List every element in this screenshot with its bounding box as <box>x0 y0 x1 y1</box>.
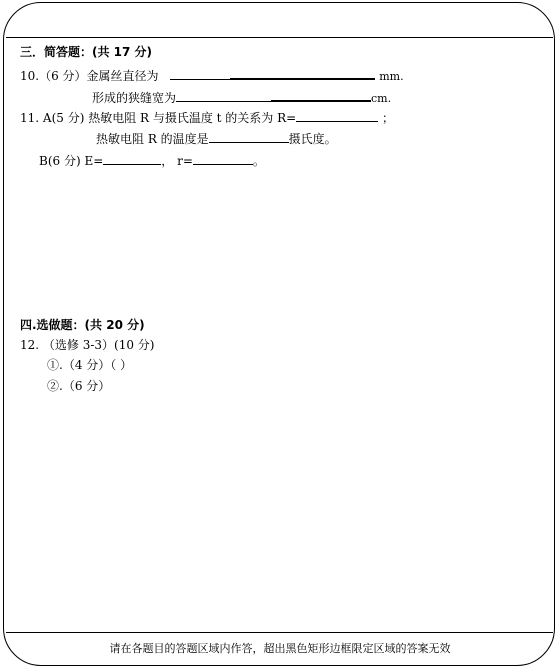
footer-note: 请在各题目的答题区域内作答，超出黑色矩形边框限定区域的答案无效 <box>109 642 451 655</box>
section3-title: 三．简答题：(共 17 分) <box>20 45 153 59</box>
q11-blank-r[interactable] <box>296 110 378 122</box>
q11-blank-temp[interactable] <box>209 131 289 143</box>
q11-label: 11. A(5 分) 热敏电阻 R 与摄氏温度 t 的关系为 R= <box>20 111 297 125</box>
q10-blank-b[interactable] <box>230 67 375 80</box>
top-divider <box>6 37 553 38</box>
q12-sub1: ①.（4 分）（ ） <box>47 358 133 372</box>
q11-line2: 热敏电阻 R 的温度是 <box>96 132 209 146</box>
q11b-row <box>39 153 265 168</box>
bottom-divider <box>6 632 553 633</box>
q10-label: 10.（6 分）金属丝直径为 <box>20 69 159 83</box>
q10-line2: 形成的狭缝宽为 <box>92 91 177 105</box>
q11b-mid: ， r= <box>161 154 193 168</box>
q11b-end: 。 <box>252 154 265 168</box>
q11-unit2: 摄氏度。 <box>288 132 337 146</box>
q11-sep: ； <box>382 111 395 125</box>
q12-sub2: ②.（6 分） <box>47 379 111 393</box>
q11b-blank-r[interactable] <box>193 153 253 165</box>
q11b-blank-e[interactable] <box>103 153 161 165</box>
q11b-label: B(6 分) E= <box>39 154 104 168</box>
q10-blank-c[interactable] <box>176 90 271 102</box>
q10-blank-d[interactable] <box>271 89 371 102</box>
q10-row1 <box>20 67 404 84</box>
q11-row2 <box>96 131 337 146</box>
q10-row2 <box>92 89 391 106</box>
q12-label: 12. （选修 3-3）(10 分) <box>20 338 155 352</box>
q10-blank-a[interactable] <box>170 68 230 80</box>
q10-unit2: cm. <box>371 92 392 105</box>
section4-title: 四.选做题：(共 20 分) <box>20 318 145 332</box>
q10-unit1: mm. <box>379 70 404 83</box>
q11-row1 <box>20 110 394 125</box>
